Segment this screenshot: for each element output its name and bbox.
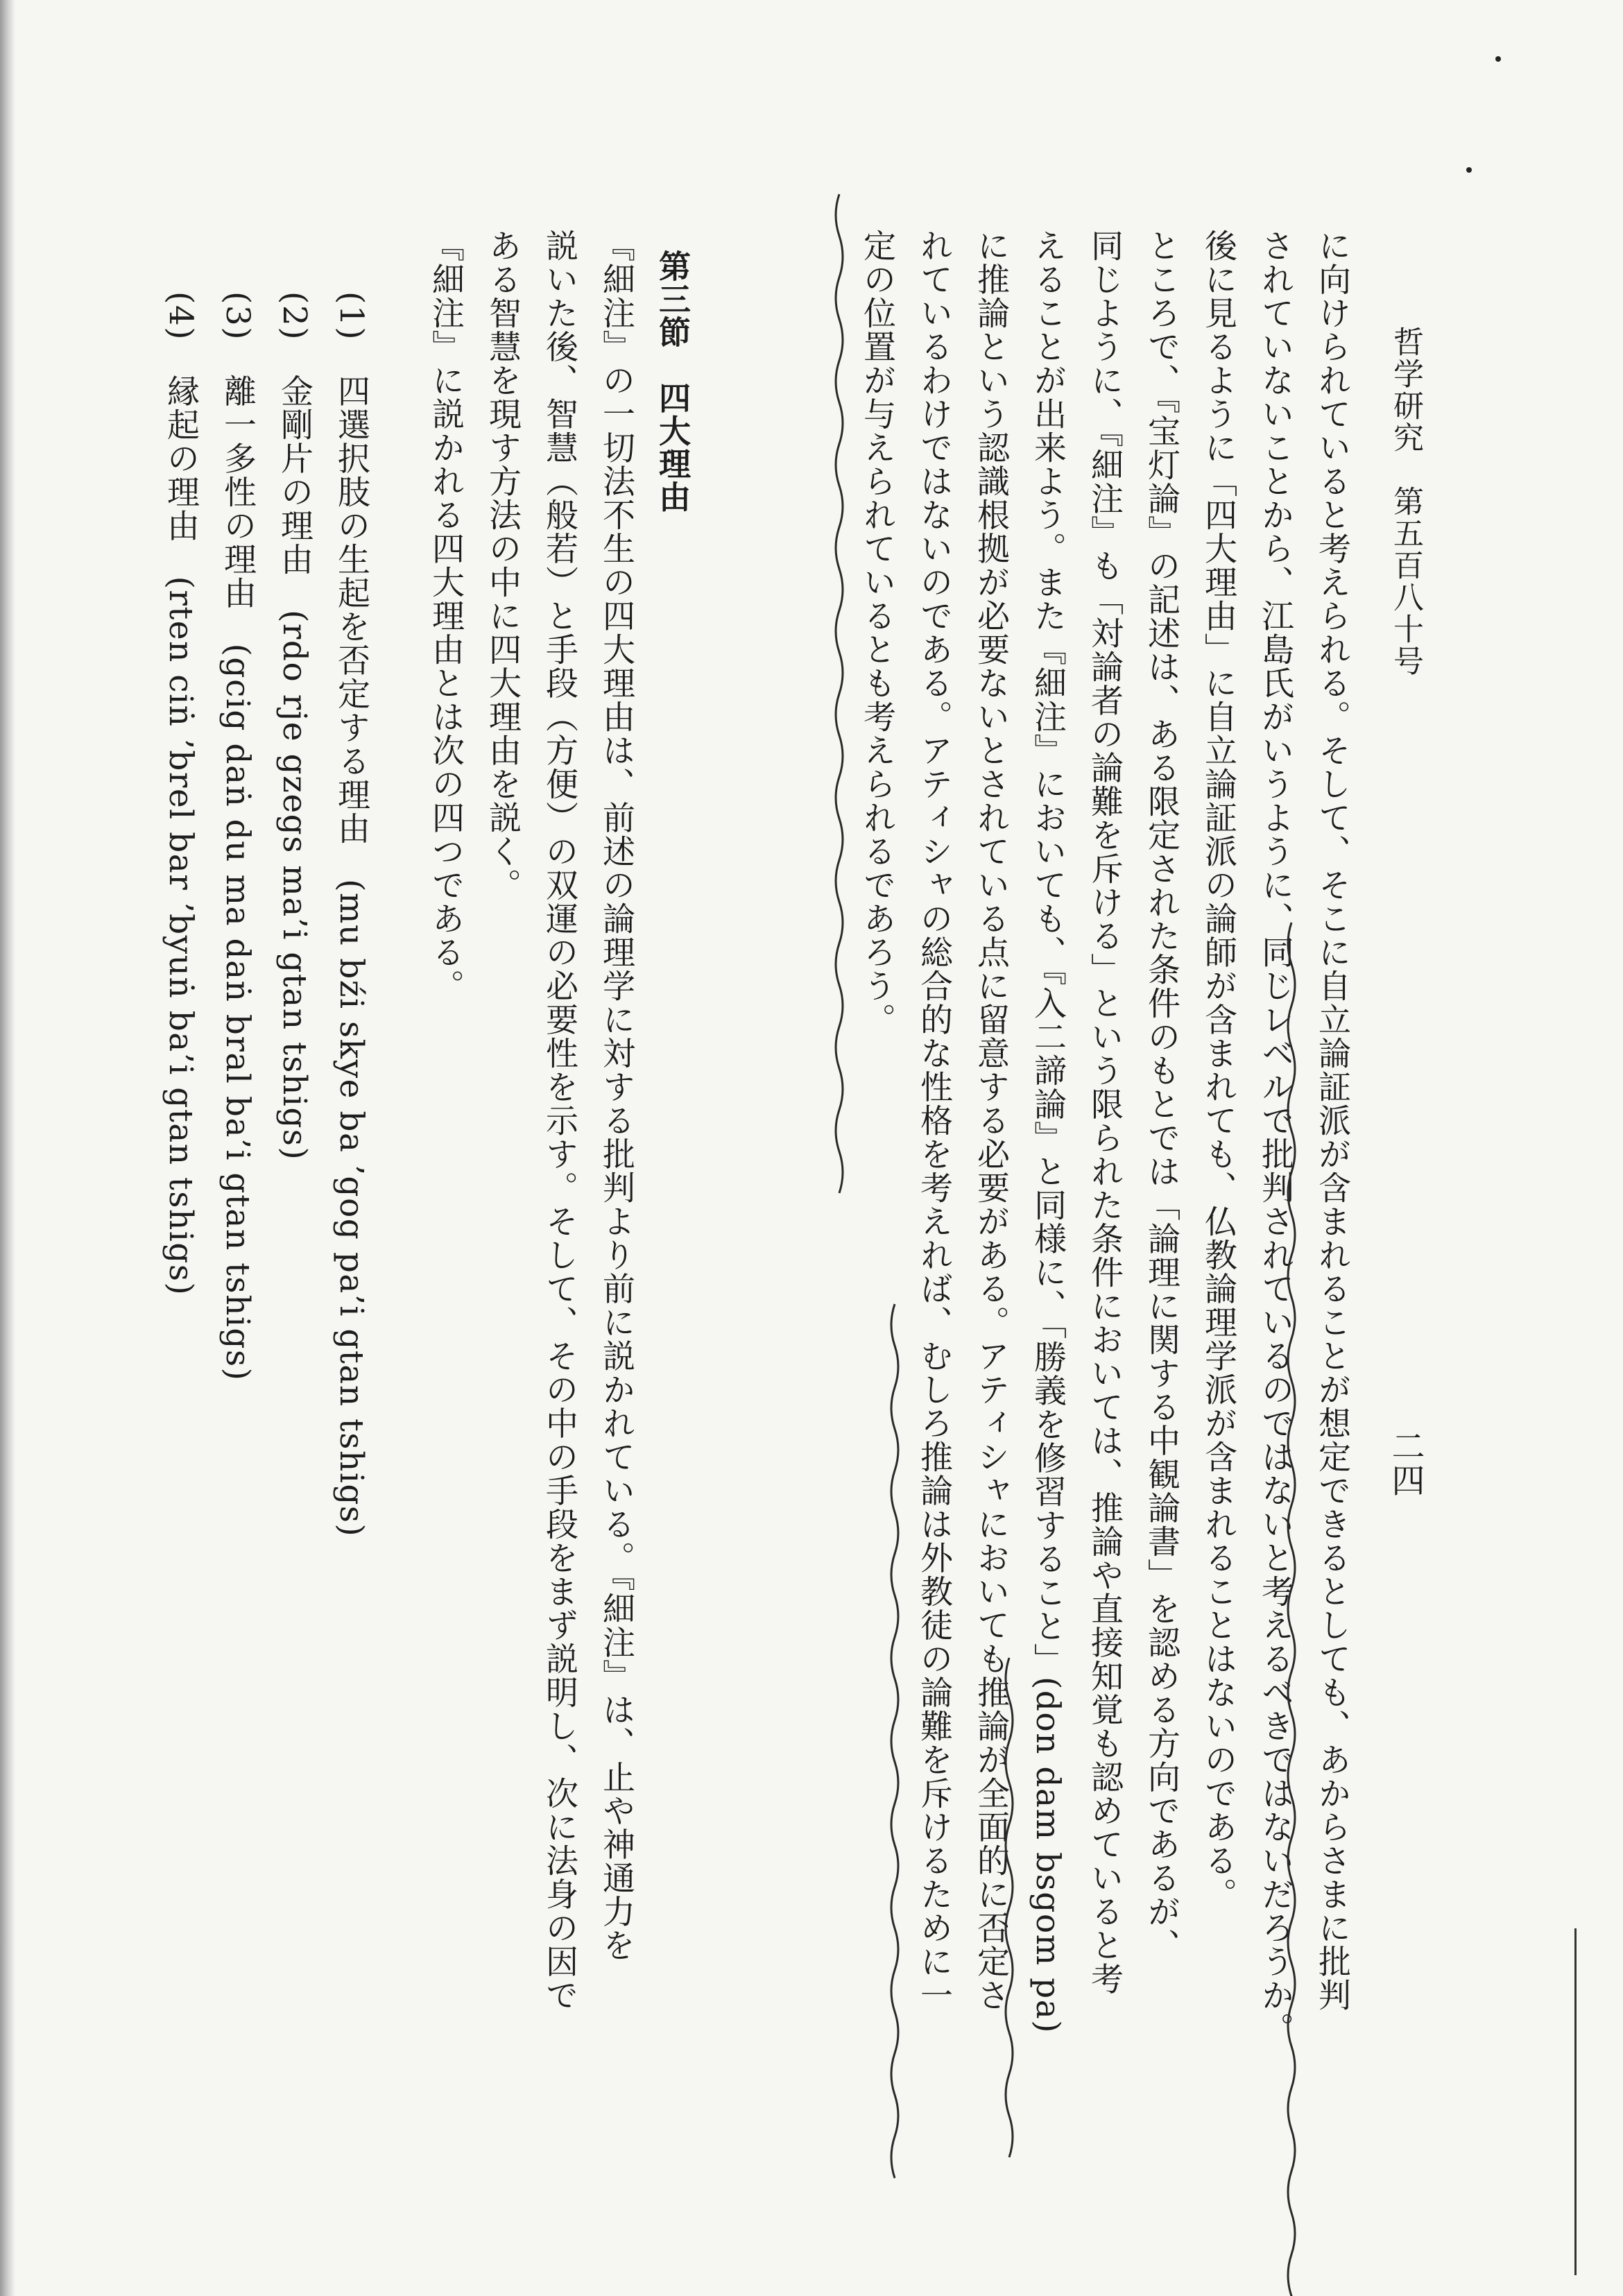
list-number: (3)	[218, 291, 257, 341]
list-tibetan: (mu bźi skye ba ’gog pa’i gtan tshigs)	[332, 879, 370, 1538]
list-text: 縁起の理由	[162, 374, 200, 543]
list-text: 金剛片の理由	[275, 374, 314, 576]
text-line: れているわけではないのである。アティシャの総合的な性格を考えれば、むしろ推論は外教徒の論難を斥けるために一	[915, 229, 953, 2012]
section-title: 第三節 四大理由	[654, 250, 692, 513]
wavy-underline	[1006, 1658, 1013, 2157]
text-line: 後に見るように「四大理由」に自立論証派の論師が含まれても、仏教論理学派が含まれることはないのである。	[1199, 229, 1237, 1911]
list-number: (4)	[162, 291, 200, 341]
list-tibetan: (rten ciṅ ’brel bar ’byuṅ ba’i gtan tshigs)	[162, 576, 200, 1296]
list-tibetan: (rdo rje gzegs ma’i gtan tshigs)	[275, 610, 314, 1161]
text-line: に向けられていると考えられる。そして、そこに自立論証派が含まれることが想定できるとしても、あからさまに批判	[1313, 229, 1351, 2012]
list-number: (2)	[275, 291, 314, 341]
text-line: ところで、『宝灯論』の記述は、ある限定された条件のもとでは「論理に関する中観論書」を認める方向であるが、	[1142, 229, 1180, 1962]
text-line: 定の位置が与えられているとも考えられるであろう。	[858, 229, 896, 1036]
wavy-underline	[836, 194, 843, 1193]
page-number: 二四	[1386, 1429, 1425, 1498]
list-number: (1)	[332, 291, 370, 341]
text-line: に推論という認識根拠が必要ないとされている点に留意する必要がある。アティシャにおいても推論が全面的に否定さ	[972, 229, 1010, 2012]
wavy-underline	[1288, 923, 1295, 2296]
text-line: えることが出来よう。また『細注』においても、『入二諦論』と同様に、「勝義を修習すること」(don dam bsgom pa)	[1029, 229, 1067, 2034]
ink-speck	[1466, 167, 1472, 173]
ink-speck	[1495, 56, 1501, 62]
wavy-underline	[891, 1304, 898, 2178]
text-line: 『細注』に説かれる四大理由とは次の四つである。	[427, 229, 465, 1003]
text-line: 同じように、『細注』も「対論者の論難を斥ける」という限られた条件においては、推論や直接知覚も認めていると考	[1085, 229, 1124, 1996]
journal-title: 哲学研究 第五百八十号	[1388, 326, 1423, 677]
text-line: 『細注』の一切法不生の四大理由は、前述の論理学に対する批判より前に説かれている。『細注』は、止や神通力を	[597, 229, 635, 1962]
list-tibetan: (gcig daṅ du ma daṅ bral ba’i gtan tshigs)	[218, 643, 257, 1382]
text-line: されていないことから、江島氏がいうように、同じレベルで批判されているのではないと考えるべきではないだろうか。	[1256, 229, 1294, 2046]
list-text: 四選択肢の生起を否定する理由	[332, 374, 370, 846]
text-line: ある智慧を現す方法の中に四大理由を説く。	[483, 229, 522, 902]
text-line: 説いた後、智慧（般若）と手段（方便）の双運の必要性を示す。そして、その中の手段をまず説明し、次に法身の因で	[540, 229, 578, 2012]
list-text: 離一多性の理由	[218, 374, 257, 610]
